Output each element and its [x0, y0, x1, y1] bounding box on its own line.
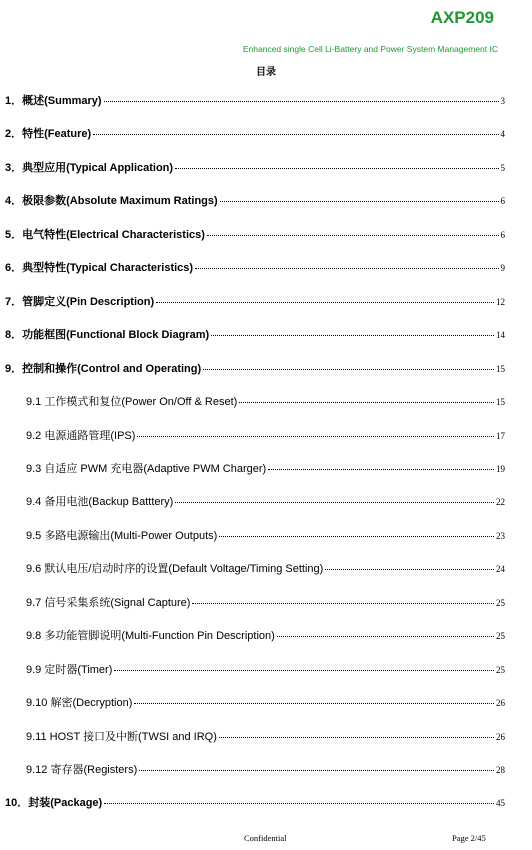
toc-entry-label: 9.1 工作模式和复位(Power On/Off & Reset) [26, 396, 238, 409]
toc-entry[interactable] [5, 794, 505, 810]
toc-entry[interactable] [26, 694, 505, 710]
toc-entry[interactable] [5, 326, 505, 342]
toc-entry[interactable] [26, 460, 505, 476]
toc-entry[interactable] [26, 560, 505, 576]
toc-entry-label: 9.12 寄存器(Registers) [26, 764, 138, 776]
toc-entry-label: 9.10 解密(Decryption) [26, 697, 133, 710]
toc-entry-label: 9.9 定时器(Timer) [26, 663, 113, 676]
toc-dot-leader [219, 536, 494, 537]
toc-entry-page: 12 [496, 296, 505, 307]
toc-entry-label: 9.3 自适应 PWM 充电器(Adaptive PWM Charger) [26, 462, 267, 475]
toc-entry[interactable] [26, 761, 505, 777]
toc-dot-leader [207, 235, 499, 236]
toc-dot-leader [134, 703, 494, 704]
toc-dot-leader [137, 436, 494, 437]
toc-entry-page: 45 [496, 798, 505, 809]
toc-entry[interactable] [26, 594, 505, 610]
toc-entry[interactable] [26, 661, 505, 677]
toc-entry[interactable] [5, 92, 505, 108]
toc-entry[interactable] [5, 125, 505, 141]
toc-dot-leader [277, 636, 494, 637]
toc-entry-label: 6．典型特性(Typical Characteristics) [5, 262, 194, 275]
toc-entry-page: 25 [496, 664, 505, 675]
toc-entry-page: 26 [496, 731, 505, 742]
toc-dot-leader [203, 369, 494, 370]
toc-dot-leader [211, 335, 494, 336]
toc-dot-leader [239, 402, 494, 403]
toc-dot-leader [156, 302, 494, 303]
footer-confidential: Confidential [244, 833, 287, 843]
toc-entry-label: 7．管脚定义(Pin Description) [5, 295, 155, 308]
toc-dot-leader [93, 134, 498, 135]
toc-entry-page: 15 [496, 363, 505, 374]
toc-entry-page: 15 [496, 397, 505, 408]
toc-entry[interactable] [5, 360, 505, 376]
toc-entry-label: 2．特性(Feature) [5, 128, 92, 141]
footer-page-number: Page 2/45 [452, 833, 486, 843]
toc-entry-page: 22 [496, 497, 505, 508]
toc-entry-page: 23 [496, 530, 505, 541]
toc-dot-leader [219, 737, 494, 738]
toc-entry-label: 5．电气特性(Electrical Characteristics) [5, 228, 205, 241]
toc-dot-leader [104, 803, 494, 804]
toc-dot-leader [195, 268, 498, 269]
toc-dot-leader [192, 603, 494, 604]
toc-dot-leader [175, 168, 498, 169]
toc-dot-leader [220, 201, 499, 202]
toc-dot-leader [175, 502, 494, 503]
toc-entry-page: 24 [496, 564, 505, 575]
toc-dot-leader [139, 770, 494, 771]
toc-entry[interactable] [5, 159, 505, 175]
toc-entry[interactable] [5, 192, 505, 208]
toc-entry-label: 4．极限参数(Absolute Maximum Ratings) [5, 195, 218, 208]
toc-entry[interactable] [26, 627, 505, 643]
toc-title: 目录 [256, 67, 276, 78]
toc-entry-label: 9.7 信号采集系统(Signal Capture) [26, 596, 191, 609]
toc-entry-page: 9 [500, 263, 505, 274]
toc-entry-page: 6 [500, 229, 505, 240]
toc-entry-label: 9.4 备用电池(Backup Batttery) [26, 496, 174, 509]
toc-entry-page: 17 [496, 430, 505, 441]
toc-entry-page: 4 [500, 129, 505, 140]
toc-entry[interactable] [26, 393, 505, 409]
toc-entry-label: 9.11 HOST 接口及中断(TWSI and IRQ) [26, 730, 217, 743]
toc-dot-leader [114, 670, 494, 671]
toc-entry-page: 25 [496, 631, 505, 642]
toc-entry[interactable] [26, 527, 505, 543]
toc-entry[interactable] [5, 293, 505, 309]
toc-entry[interactable] [26, 728, 505, 744]
toc-entry-label: 3．典型应用(Typical Application) [5, 161, 174, 174]
toc-entry-label: 10．封装(Package) [5, 797, 103, 810]
toc-entry-label: 1．概述(Summary) [5, 95, 102, 107]
toc-entry-page: 19 [496, 463, 505, 474]
toc-entry[interactable] [5, 259, 505, 275]
toc-entry-page: 3 [500, 96, 505, 106]
document-subtitle: Enhanced single Cell Li-Battery and Power System Management IC [242, 44, 498, 54]
toc-entry-page: 14 [496, 330, 505, 341]
toc-entry-page: 6 [500, 196, 505, 207]
toc-entry-label: 9.8 多功能管脚说明(Multi-Function Pin Description) [26, 630, 275, 643]
toc-entry-label: 8．功能框图(Functional Block Diagram) [5, 329, 210, 342]
toc-dot-leader [268, 469, 494, 470]
toc-entry-page: 28 [496, 765, 505, 775]
toc-entry-label: 9.6 默认电压/启动时序的设置(Default Voltage/Timing Setting) [26, 563, 324, 576]
toc-entry[interactable] [26, 427, 505, 443]
toc-entry-page: 26 [496, 698, 505, 709]
toc-entry[interactable] [26, 493, 505, 509]
toc-entry-label: 9．控制和操作(Control and Operating) [5, 362, 202, 375]
brand-title: AXP209 [430, 8, 494, 27]
toc-entry[interactable] [5, 226, 505, 242]
toc-entry-label: 9.2 电源通路管理(IPS) [26, 429, 136, 442]
toc-entry-page: 25 [496, 597, 505, 608]
toc-entry-label: 9.5 多路电源输出(Multi-Power Outputs) [26, 529, 218, 542]
toc-dot-leader [325, 569, 494, 570]
toc-dot-leader [104, 101, 499, 102]
toc-entry-page: 5 [500, 162, 505, 173]
